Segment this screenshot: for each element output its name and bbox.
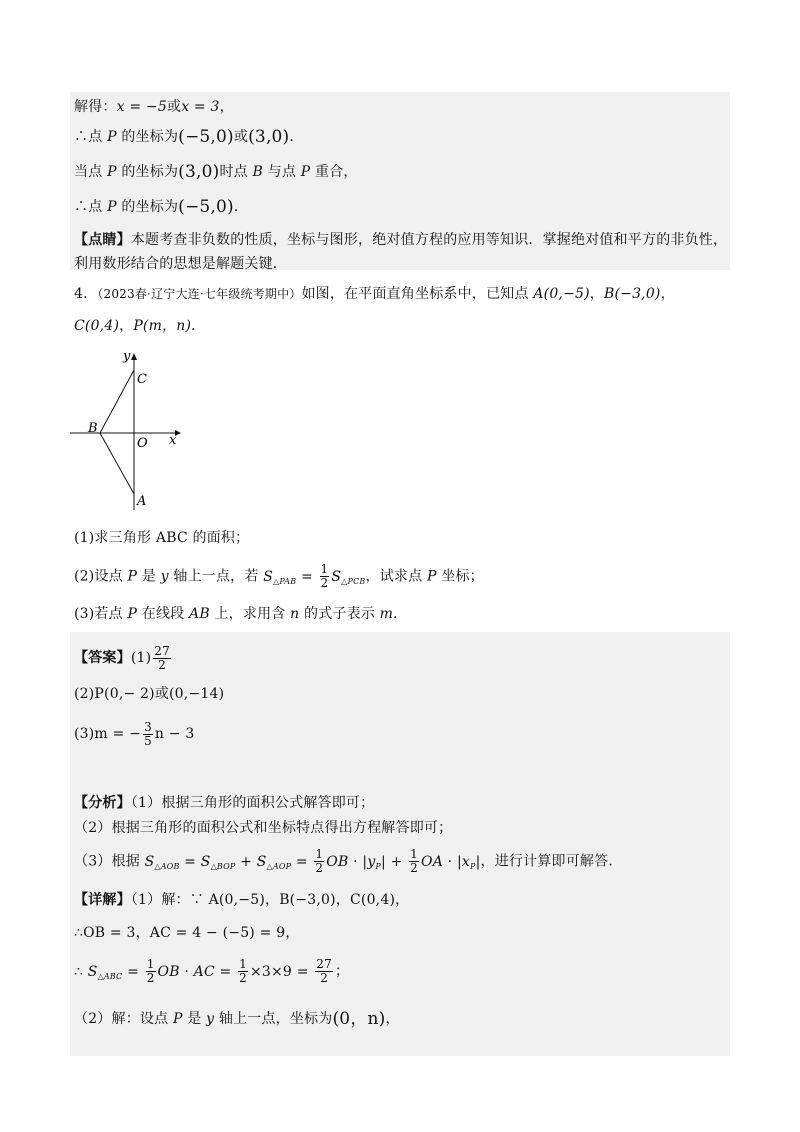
label-a: A [137, 494, 147, 509]
label-b: B [88, 421, 98, 436]
answer-line-2: (2)P(0,− 2)或(0,−14) [74, 686, 225, 702]
label-x: x [169, 433, 177, 448]
segment-ba [100, 433, 134, 494]
segment-bc [100, 370, 134, 433]
question-part-1: (1)求三角形 ABC 的面积； [74, 530, 250, 546]
label-o: O [137, 436, 148, 451]
label-c: C [137, 372, 147, 387]
analysis-line-2: （2）根据三角形的面积公式和坐标特点得出方程解答即可； [74, 820, 453, 836]
question-part-2: (2)设点 P 是 y 轴上一点，若 $S_{\triangle PAB}$ = $\frac{1}{2}$ $S_{\triangle PCB}$，试求点 P 坐标； [74, 562, 484, 590]
answer-line-1: 【答案】(1) $\frac{27}{2}$ [74, 643, 170, 672]
comment-line-2: 利用数形结合的思想是解题关键． [74, 256, 287, 272]
comment-line-1: 【点睛】本题考查非负数的性质，坐标与图形，绝对值方程的应用等知识．掌握绝对值和平方的非负性， [74, 232, 728, 248]
answer-line-3: (3)m = − $\frac{3}{5}$ n − 3 [74, 719, 195, 748]
detail-line-4: （2）解：设点 P 是 y 轴上一点，坐标为(0，n)， [74, 1009, 400, 1029]
therefore-line-2: ∴点 P 的坐标为(−5,0)． [74, 197, 249, 217]
detail-line-2: ∴OB = 3，AC = 4 − (−5) = 9， [74, 925, 300, 941]
analysis-line-1: 【分析】（1）根据三角形的面积公式解答即可； [74, 795, 375, 811]
therefore-line-1: ∴点 P 的坐标为(−5,0)或(3,0)． [74, 127, 304, 147]
when-line: 当点 P 的坐标为(3,0)时点 B 与点 P 重合， [74, 162, 358, 182]
question-part-3: (3)若点 P 在线段 AB 上，求用含 n 的式子表示 m． [74, 606, 408, 622]
question-stem: 4．（2023春·辽宁大连·七年级统考期中）如图，在平面直角坐标系中，已知点 A(0,−5)，B(−3,0)， [74, 286, 675, 302]
label-y: y [123, 350, 131, 364]
detail-line-3: ∴ $S_{\triangle ABC}$ = $\frac{1}{2}$ OB · AC = $\frac{1}{2}$ ×3×9 = $\frac{27}{2}$ ； [74, 957, 350, 985]
coordinate-graph [70, 350, 190, 515]
question-stem-2: C(0,4)，P(m，n)． [74, 318, 206, 334]
analysis-line-3: （3）根据 $S_{\triangle AOB} = S_{\triangle BOP} + S_{\triangle AOP}$ = $\frac{1}{2}$ OB · $|y_P|$ + $\frac{1}{2}$ OA · $|x_P|$，进行计算即可解答． [74, 847, 623, 875]
y-axis-arrow [131, 353, 137, 360]
detail-line-1: 【详解】（1）解：∵ A(0,−5)，B(−3,0)，C(0,4)， [74, 892, 410, 908]
solve-line: 解得：x = −5或x = 3， [74, 99, 234, 115]
